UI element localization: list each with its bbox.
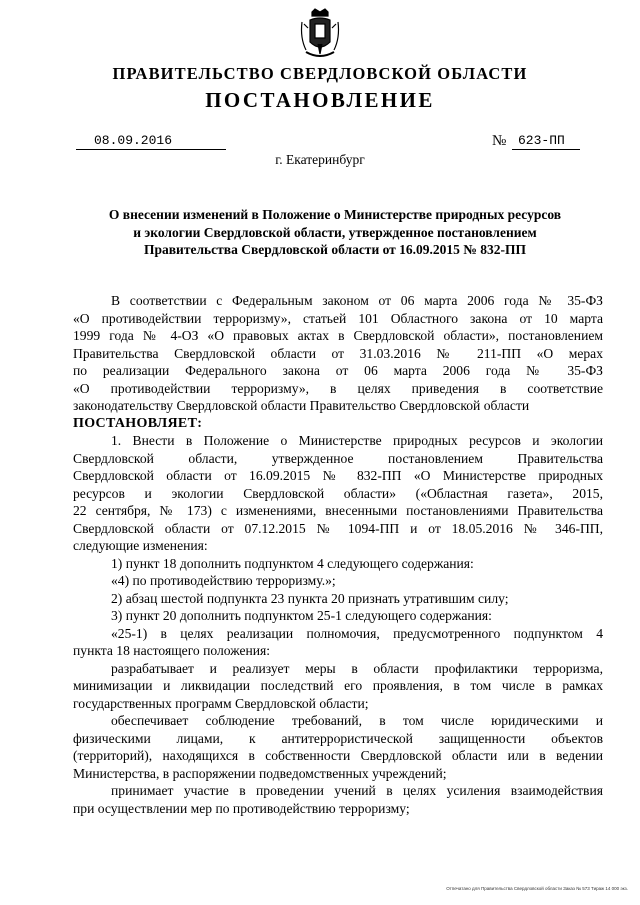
subject-line: Правительства Свердловской области от 16.09.2015 № 832-ПП [144,242,526,257]
subitem-2: 2) абзац шестой подпункта 23 пункта 20 признать утратившим силу; [111,590,509,606]
number-label: № [492,133,507,149]
item1-line: следующие изменения: [73,538,208,553]
item1-line: 1. Внести в Положение о Министерстве природных ресурсов и экологии [111,433,603,448]
subitem-3-quote: пункта 18 настоящего положения: [73,643,271,658]
paragraph-a-line: разрабатывает и реализует меры в области профилактики терроризма, [111,660,603,676]
preamble-line: по реализации Федерального закона от 06 марта 2006 года № 35-ФЗ [73,363,603,378]
paragraph-c-line: принимает участие в проведении учений в целях усиления взаимодействия [111,783,603,798]
preamble-line: «О противодействии терроризму», в целях приведения в соответствие [73,380,603,396]
preamble-line: законодательству Свердловской области Правительство Свердловской области [73,398,530,413]
subitem-3: 3) пункт 20 дополнить подпунктом 25-1 следующего содержания: [111,608,492,623]
paragraph-c-line: при осуществлении мер по противодействию терроризму; [73,800,410,816]
coat-of-arms-icon [298,8,342,62]
preamble-line: В соответствии с Федеральным законом от 06 марта 2006 года № 35-ФЗ [111,293,603,308]
paragraph-b-line: Министерства, в распоряжении подведомственных учреждений; [73,765,447,781]
subitem-1: 1) пункт 18 дополнить подпунктом 4 следующего содержания: [111,555,474,571]
paragraph-a-line: минимизации и ликвидации последствий его проявления, в том числе в рамках [73,678,603,693]
decree-subject [70,206,600,259]
item1-line: Свердловской области, утвержденное постановлением Правительства [73,450,603,466]
item1-line: Свердловской области от 16.09.2015 № 832-ПП «О Министерстве природных [73,468,603,483]
item1-line: 22 сентября, № 173) с изменениями, внесенными постановлениями Правительства [73,503,603,518]
preamble-line: «О противодействии терроризму», статьей 101 Областного закона от 10 марта [73,310,603,326]
paragraph-b-line: обеспечивает соблюдение требований, в том числе юридическими и [111,713,603,728]
subject-line: О внесении изменений в Положение о Министерстве природных ресурсов [108,207,562,222]
item1-line: ресурсов и экологии Свердловской области» («Областная газета», 2015, [73,485,603,501]
document-type: ПОСТАНОВЛЕНИЕ [205,88,435,112]
city: г. Екатеринбург [275,152,365,167]
preamble-line: 1999 года № 4-ОЗ «О правовых актах в Свердловской области», постановлением [73,328,603,343]
preamble-line: Правительства Свердловской области от 31.03.2016 № 211-ПП «О мерах [73,345,603,361]
paragraph-a-line: государственных программ Свердловской области; [73,695,369,711]
government-title: ПРАВИТЕЛЬСТВО СВЕРДЛОВСКОЙ ОБЛАСТИ [112,64,528,83]
subitem-3-quote: «25-1) в целях реализации полномочия, предусмотренного подпунктом 4 [111,625,603,641]
resolves-keyword: ПОСТАНОВЛЯЕТ: [73,415,203,431]
decree-date: 08.09.2016 [76,133,226,150]
item1-line: Свердловской области от 07.12.2015 № 1094-ПП и от 18.05.2016 № 346-ПП, [73,520,603,536]
paragraph-b-line: (территорий), находящихся в собственности Свердловской области или в ведении [73,748,603,763]
print-footer: Отпечатано для Правительства Свердловской области Заказ № 573 Тираж 14 000 экз. [446,886,628,891]
subject-line: и экологии Свердловской области, утвержденное постановлением [133,224,537,240]
decree-number: 623-ПП [512,133,580,150]
decree-body [73,292,603,817]
paragraph-b-line: физическими лицами, к антитеррористической защищенности объектов [73,730,603,746]
subitem-1-quote: «4) по противодействию терроризму.»; [111,573,336,588]
